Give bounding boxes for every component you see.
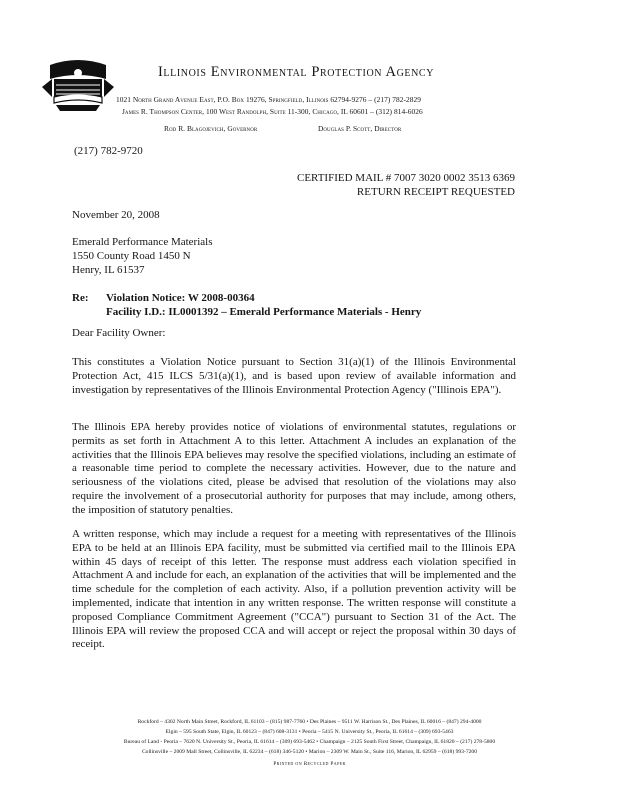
- return-receipt-note: RETURN RECEIPT REQUESTED: [356, 186, 515, 198]
- subject-label: Re:: [72, 292, 89, 304]
- violation-notice-line: Violation Notice: W 2008-00364: [106, 292, 255, 304]
- facility-id-line: Facility I.D.: IL0001392 – Emerald Performance Materials - Henry: [106, 306, 422, 318]
- footer-offices-line-3: Bureau of Land - Peoria – 7620 N. University St., Peoria, IL 61614 – (309) 693-5462 • Champaign – 2125 South First Street, Champaign, IL 61820 – (217) 278-5800: [123, 739, 496, 745]
- certified-mail-number: CERTIFIED MAIL # 7007 3020 0002 3513 6369: [296, 172, 515, 184]
- agency-name: Illinois Environmental Protection Agency: [158, 64, 435, 80]
- governor-name: Rod R. Blagojevich, Governor: [164, 124, 258, 133]
- recycled-paper-note: Printed on Recycled Paper: [273, 761, 346, 767]
- salutation: Dear Facility Owner:: [72, 327, 166, 339]
- body-paragraph-2: The Illinois EPA hereby provides notice of violations of environmental statutes, regulations or permits as set forth in Attachment A to this letter. Attachment A includes an explanation of the activities that the Illinois EPA believes may resolve the specified violations, including an estimate of a reasonable time period to complete the necessary activities. However, due to the nature and seriousness of the violations cited, please be advised that resolution of the violations may also require the involvement of a prosecutorial authority for purposes that may include, among others, the imposition of statutory penalties.: [72, 421, 516, 516]
- illinois-epa-logo: [42, 57, 114, 113]
- recipient-street: 1550 County Road 1450 N: [72, 250, 191, 262]
- director-name: Douglas P. Scott, Director: [318, 124, 402, 133]
- body-paragraph-3: A written response, which may include a request for a meeting with representatives of the Illinois EPA to be held at an Illinois EPA facility, must be submitted via certified mail to the Illinois EPA within 45 days of receipt of this letter. The response must address each violation specified in Attachment A and include for each, an explanation of the activities that will be implemented and the time schedule for the completion of each activity. Also, if a pollution prevention activity will be implemented, indicate that intention in any written response. The written response will constitute a proposed Compliance Commitment Agreement ("CCA") pursuant to Section 31 of the Act. The Illinois EPA will review the proposed CCA and will accept or reject the proposal within 30 days of receipt.: [72, 528, 516, 651]
- springfield-address: 1021 North Grand Avenue East, P.O. Box 19276, Springfield, Illinois 62794-9276 – (217) 782-2829: [116, 95, 421, 104]
- footer-offices-line-4: Collinsville – 2009 Mall Street, Collinsville, IL 62234 – (618) 346-5120 • Marion – 2309 W. Main St., Suite 116, Marion, IL 62959 – (618) 993-7200: [141, 749, 478, 755]
- letter-date: November 20, 2008: [72, 209, 160, 221]
- chicago-address: James R. Thompson Center, 100 West Randolph, Suite 11-300, Chicago, IL 60601 – (312) 814-6026: [122, 107, 423, 116]
- phone-number: (217) 782-9720: [74, 145, 143, 157]
- footer-offices-line-1: Rockford – 4302 North Main Street, Rockford, IL 61103 – (815) 987-7760 • Des Plaines – 9511 W. Harrison St., Des Plaines, IL 60016 – (847) 294-4000: [137, 719, 482, 725]
- body-paragraph-1: This constitutes a Violation Notice pursuant to Section 31(a)(1) of the Illinois Environmental Protection Act, 415 ILCS 5/31(a)(1), and is based upon review of available information and investigation by representatives of the Illinois Environmental Protection Agency ("Illinois EPA").: [72, 356, 516, 396]
- recipient-city: Henry, IL 61537: [72, 264, 145, 276]
- recipient-name: Emerald Performance Materials: [72, 236, 213, 248]
- footer-offices-line-2: Elgin – 595 South State, Elgin, IL 60123 – (847) 608-3131 • Peoria – 5415 N. University St., Peoria, IL 61614 – (309) 693-5463: [165, 729, 454, 735]
